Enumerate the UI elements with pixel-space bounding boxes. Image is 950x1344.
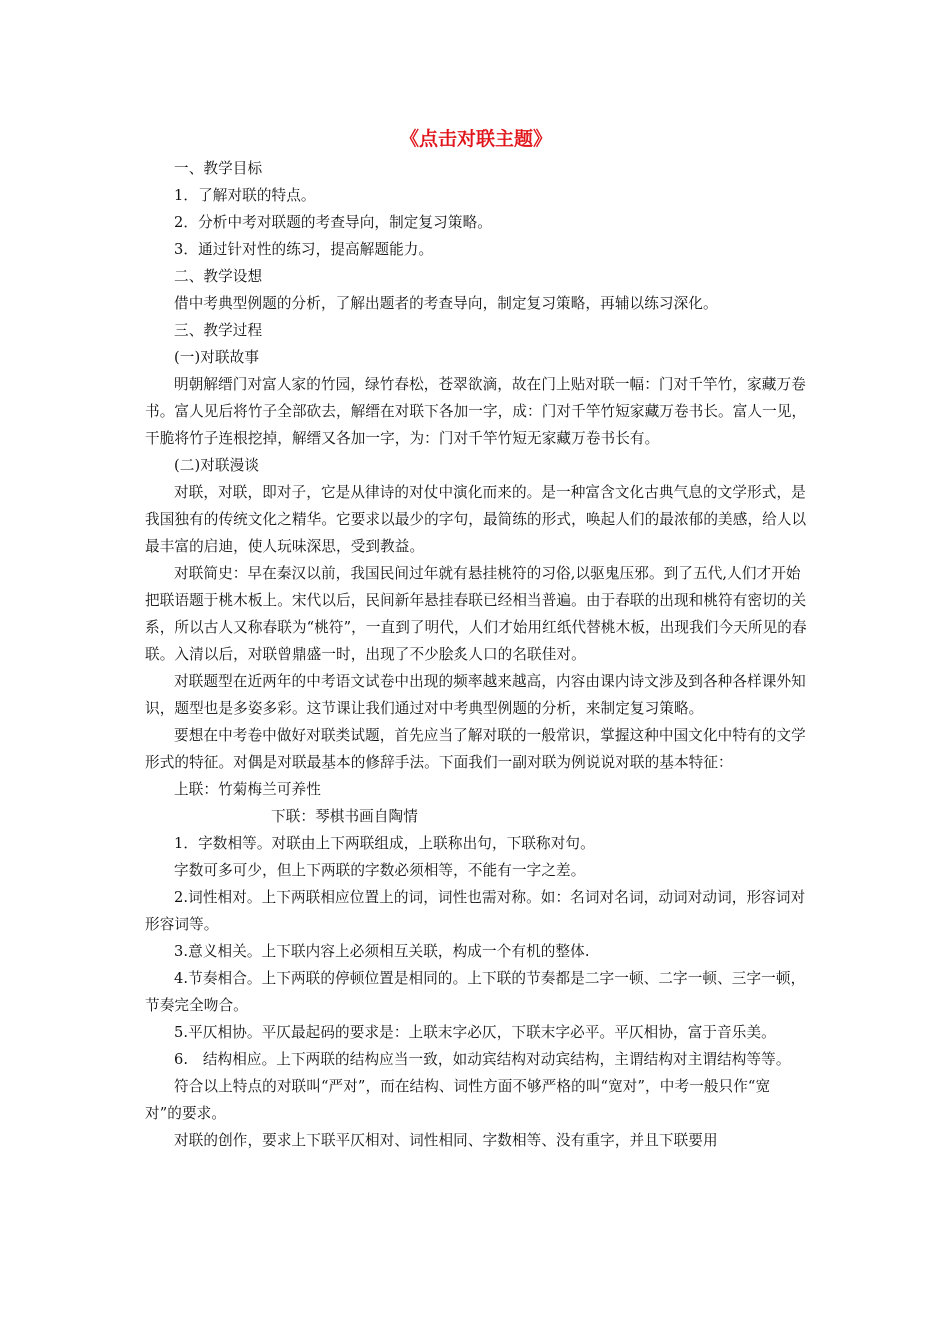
paragraph: 对联题型在近两年的中考语文试卷中出现的频率越来越高，内容由课内诗文涉及到各种各样课外知识，题型也是多姿多彩。这节课让我们通过对中考典型例题的分析，来制定复习策略。 — [145, 673, 806, 717]
paragraph: 2.词性相对。上下两联相应位置上的词，词性也需对称。如：名词对名词，动词对动词，形容词对形容词等。 — [145, 889, 806, 933]
paragraph: (一)对联故事 — [174, 349, 260, 366]
paragraph: 三、教学过程 — [174, 322, 263, 339]
paragraph: 下联：琴棋书画自陶情 — [271, 808, 418, 825]
paragraph: 4.节奏相合。上下两联的停顿位置是相同的。上下联的节奏都是二字一顿、二字一顿、三字一顿，节奏完全吻合。 — [145, 970, 806, 1014]
paragraph: 5.平仄相协。平仄最起码的要求是：上联末字必仄，下联末字必平。平仄相协，富于音乐美。 — [174, 1024, 776, 1041]
paragraph: 对联简史：早在秦汉以前，我国民间过年就有悬挂桃符的习俗,以驱鬼压邪。到了五代,人们才开始把联语题于桃木板上。宋代以后，民间新年悬挂春联已经相当普遍。由于春联的出现和桃符有密切的关系，所以古人又称春联为“桃符”，一直到了明代，人们才始用红纸代替桃木板，出现我们今天所见的春联。入清以后，对联曾鼎盛一时，出现了不少脍炙人口的名联佳对。 — [145, 565, 807, 663]
document-page — [145, 125, 807, 1154]
paragraph: 一、教学目标 — [174, 160, 263, 177]
paragraph: 1．字数相等。对联由上下两联组成，上联称出句，下联称对句。 — [174, 835, 595, 852]
paragraph: (二)对联漫谈 — [174, 457, 260, 474]
paragraph: 借中考典型例题的分析，了解出题者的考查导向，制定复习策略，再辅以练习深化。 — [174, 295, 718, 312]
paragraph: 要想在中考卷中做好对联类试题，首先应当了解对联的一般常识，掌握这种中国文化中特有的文学形式的特征。对偶是对联最基本的修辞手法。下面我们一副对联为例说说对联的基本特征： — [145, 727, 806, 771]
paragraph: 6. 结构相应。上下两联的结构应当一致，如动宾结构对动宾结构，主谓结构对主谓结构等等。 — [174, 1051, 791, 1068]
paragraph: 对联的创作，要求上下联平仄相对、词性相同、字数相等、没有重字，并且下联要用 — [174, 1132, 718, 1149]
paragraph: 明朝解缙门对富人家的竹园，绿竹春松，苍翠欲滴，故在门上贴对联一幅：门对千竿竹，家藏万卷书。富人见后将竹子全部砍去，解缙在对联下各加一字，成：门对千竿竹短家藏万卷书长。富人一见，干脆将竹子连根挖掉，解缙又各加一字，为：门对千竿竹短无家藏万卷书长有。 — [145, 376, 807, 447]
document-title: 《点击对联主题》 — [399, 128, 552, 150]
paragraph: 字数可多可少，但上下两联的字数必须相等，不能有一字之差。 — [174, 862, 586, 879]
paragraph: 3.意义相关。上下联内容上必须相互关联，构成一个有机的整体. — [174, 943, 590, 960]
paragraph: 3．通过针对性的练习，提高解题能力。 — [174, 241, 434, 258]
paragraph: 2．分析中考对联题的考查导向，制定复习策略。 — [174, 214, 492, 231]
paragraph: 符合以上特点的对联叫“严对”，而在结构、词性方面不够严格的叫“宽对”，中考一般只作“宽对”的要求。 — [145, 1078, 771, 1122]
paragraph: 二、教学设想 — [174, 268, 263, 285]
document-body — [145, 155, 807, 1154]
paragraph: 1．了解对联的特点。 — [174, 187, 316, 204]
paragraph: 对联，对联，即对子，它是从律诗的对仗中演化而来的。是一种富含文化古典气息的文学形式，是我国独有的传统文化之精华。它要求以最少的字句，最简练的形式，唤起人们的最浓郁的美感，给人以最丰富的启迪，使人玩味深思，受到教益。 — [145, 484, 807, 555]
paragraph: 上联：竹菊梅兰可养性 — [174, 781, 321, 798]
